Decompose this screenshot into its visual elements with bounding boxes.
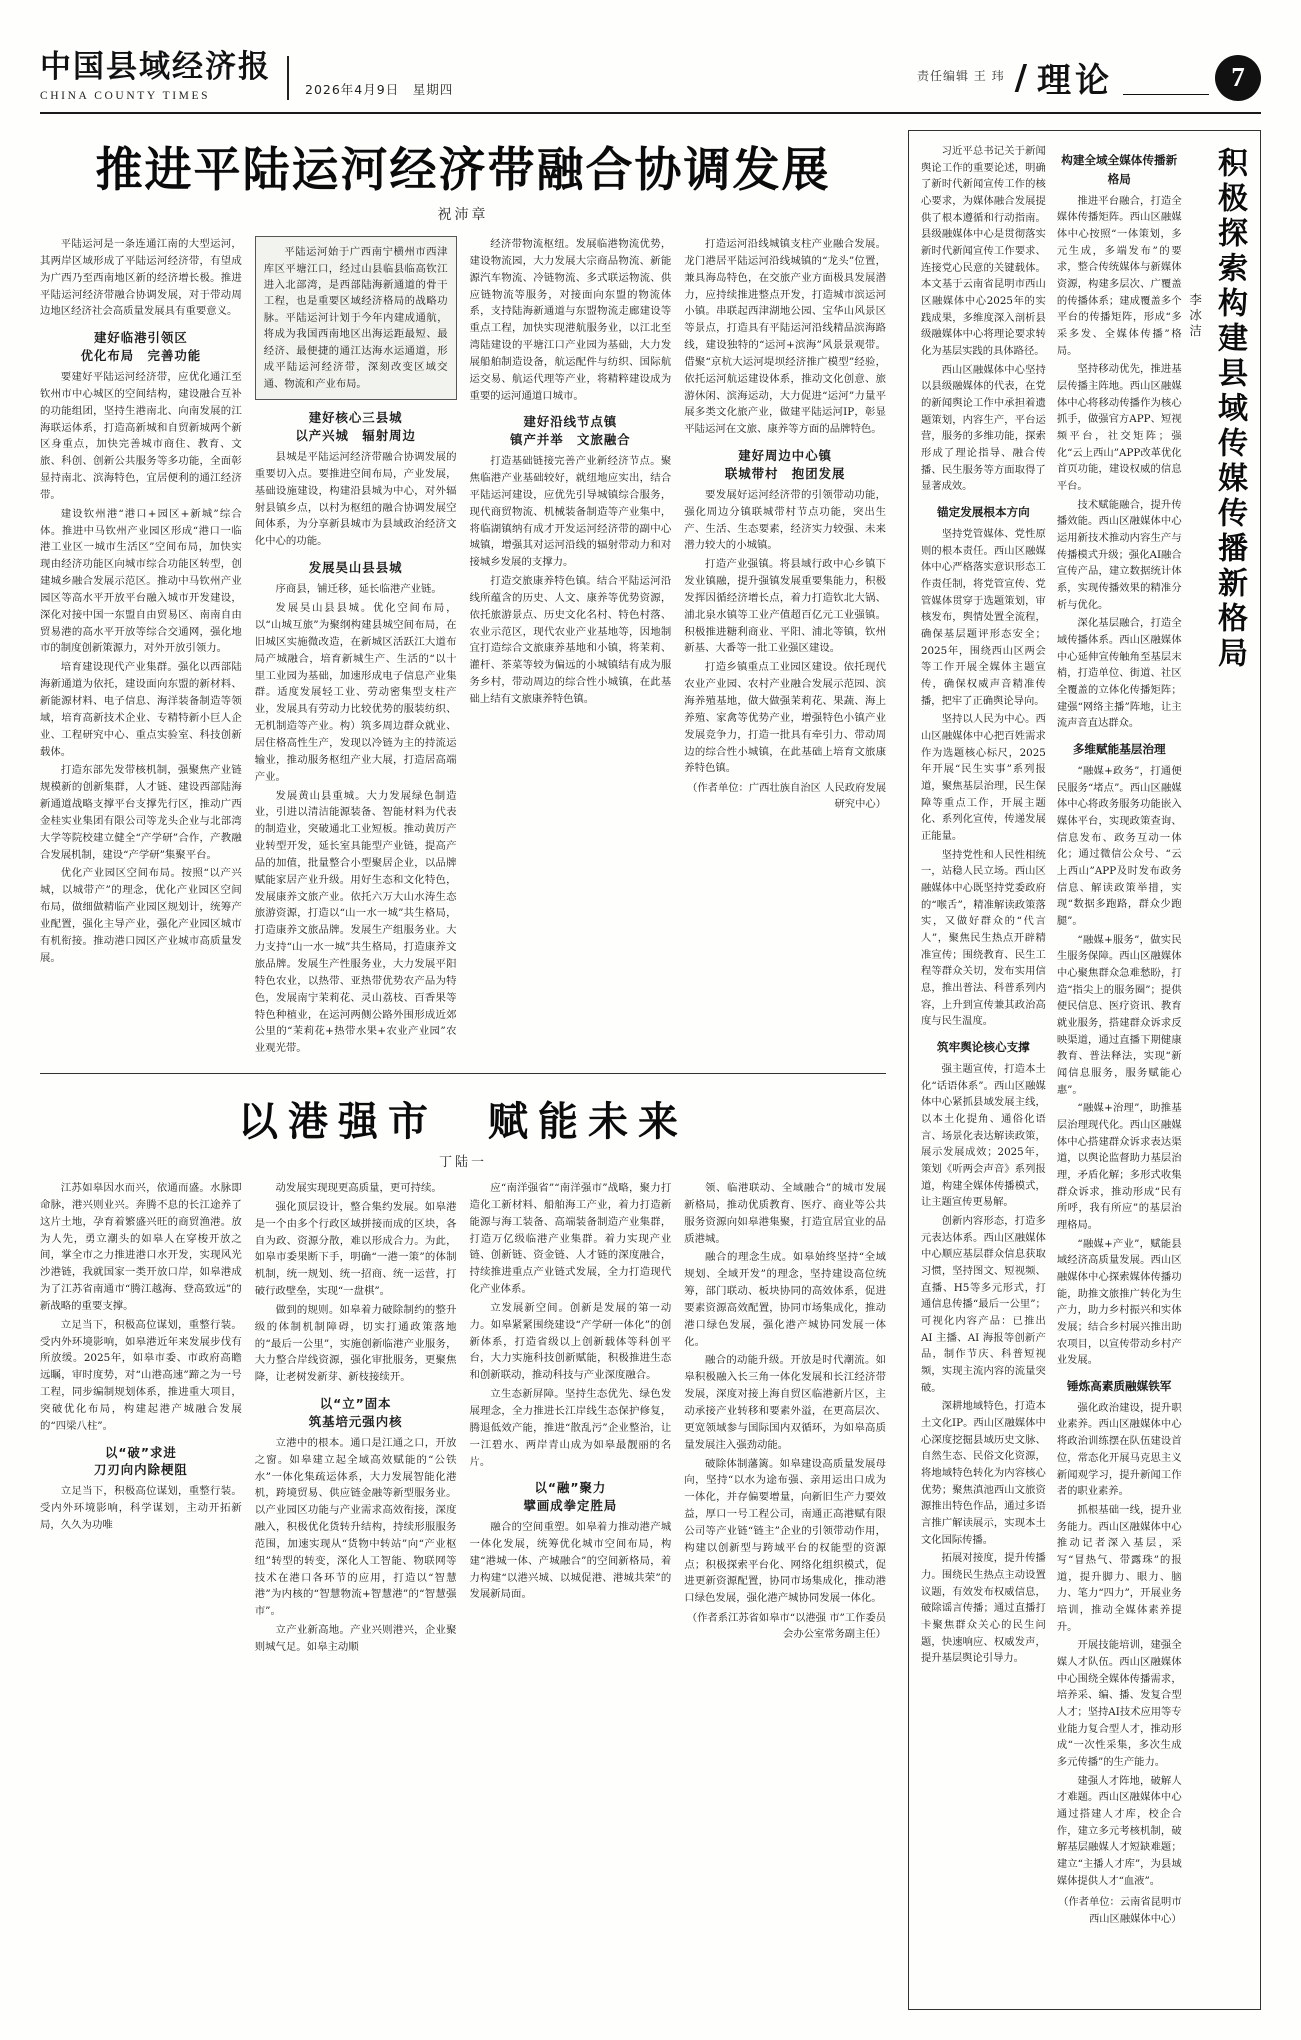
article1-col-4 (684, 236, 886, 1059)
paragraph: 平陆运河是一条连通江南的大型运河，其两岸区域形成了平陆运河经济带，有望成为广西乃至西南地区新的经济增长极。推进平陆运河经济带融合协调发展，对于带动周边地区经济社会高质量发展具有重要意义。 (40, 238, 242, 318)
paragraph: “融媒+政务”，打通便民服务“堵点”。西山区融媒体中心将政务服务功能嵌入媒体平台，实现政策查询、信息发布、政务互动一体化；通过微信公众号、“云上西山”APP及时发布政务信息、解读政策举措，实现“数据多跑路，群众少跑腿”。 (1056, 764, 1182, 927)
paragraph: “融媒+治理”，助推基层治理现代化。西山区融媒体中心搭建群众诉求表达渠道，以舆论监督助力基层治理，矛盾化解；多形式收集群众诉求，推动形成“民有所呼，我有所应”的基层治理格局。 (1056, 1102, 1182, 1231)
paragraph: 立生态新屏障。坚持生态优先、绿色发展理念，全力推进长江岸线生态保护修复，腾退低效产能，推进“散乱污”企业整治，让一江碧水、两岸青山成为如皋最靓丽的名片。 (469, 1388, 672, 1468)
paragraph: 建设钦州港“港口+园区+新城”综合体。推进中马钦州产业园区形成“港口一临港工业区一城市生活区”空间布局，加快实现由经济功能区向城市综合功能区转型，创建城乡融合发展示范区。推动中马钦州产业园区等高水平开放平台融入城市开发建设，深化对接中国一东盟自由贸易区、南南自由贸易港的高水平开放等综合交通网，强化地市的制度创新策源力，对外开放引领力。 (40, 507, 242, 655)
responsible-editor: 责任编辑 王 玮 (916, 68, 1005, 83)
article3-source: （作者单位：云南省昆明市西山区融媒体中心） (1058, 1896, 1182, 1925)
article3-subheading-4: 多维赋能基层治理 (1072, 742, 1166, 757)
paragraph: 立足当下，积极高位谋划，重整行装。受内外环境影响，如皋港近年来发展步伐有所放缓。2025年，如皋市委、市政府高瞻远瞩，审时度势，对“山港高速”蹄之为一号工程，同步编制规划体系，推进重大项目，突破优化布局，构建起港产城融合发展的“四梁八柱”。 (40, 1318, 242, 1432)
paragraph: 县城是平陆运河经济带融合协调发展的重要切入点。要推进空间布局，产业发展，基础设施建设，构建沿县城为中心，对外辐射县镇乡点，以村为枢纽的融合协调发展空间体系，为分享新县城市为县域政治经济文化中心的功能。 (254, 450, 457, 548)
paragraph: 抓根基础一线，提升业务能力。西山区融媒体中心推动记者深入基层，采写“冒热气、带露珠”的报道，提升脚力、眼力、脑力、笔力“四力”，开展业务培训，推动全媒体素养提升。 (1056, 1503, 1182, 1633)
article2-byline: 丁陆一 (438, 1155, 487, 1171)
paragraph: 要发展好运河经济带的引领带动功能，强化周边分镇联城带村节点功能，突出生产、生活、生态要素，经济实力较强、未来潜力较大的小城镇。 (684, 488, 886, 552)
paragraph: 打造乡镇重点工业园区建设。依托现代农业产业园、农村产业融合发展示范园、滨海养殖基地，做大做强茉莉花、果蔬、海上养殖、家禽等优势产业，增强特色小镇产业发展竞争力，打造一批具有牵引力、带动周边的综合性小城镇，在此基础上培育文旅康养特色镇。 (684, 661, 886, 775)
lead-text: 平陆运河始于广西南宁横州市西津库区平塘江口，经过山县临县临高钦江进入北部湾，是西部陆海新通道的骨干工程，也是重要区域经济格局的战略功脉。平陆运河计划于今年内建成通航，将成为我国西南地区出海运距最短、最经济、最便捷的通江达海水运通道，形成平陆运河经济带，深刻改变区域交通、物流和产业布局。 (263, 246, 448, 390)
article1-lead-box (255, 236, 457, 400)
paragraph: 建强人才阵地，破解人才难题。西山区融媒体中心通过搭建人才库，校企合作，建立多元考核机制，破解基层融媒人才短缺难题；建立“主播人才库”，为县域媒体提供人才“血液”。 (1056, 1774, 1182, 1887)
masthead-brand (40, 49, 454, 102)
paragraph: 立发展新空间。创新是发展的第一动力。如皋紧紧围绕建设“产学研一体化”的创新体系，打造省级以上创新载体等科创平台，大力实施科技创新赋能，积极推进生态和创新联动，推动科技与产业深度融合。 (469, 1301, 672, 1382)
article2-subheading-2: 以“立”固本 筑基培元强内核 (308, 1396, 403, 1429)
article2-col-3 (470, 1180, 672, 1658)
paragraph: 江苏如皋因水而兴，依通而盛。水脉即命脉，港兴则业兴。奔腾不息的长江途养了这片土地，孕育着繁盛兴旺的商贸渔港。放为人先，勇立潮头的如皋人在穿梭开放之间，掌全市之力推进港口水开发，实现风光沙港链，我就国家一类开放口岸，如皋港成为了江苏省南通市“腾江越海、登高致远”的新战略的重要支撑。 (40, 1182, 242, 1312)
paragraph: 开展技能培训，建强全媒人才队伍。西山区融媒体中心围绕全媒体传播需求，培养采、编、播、发复合型人才；坚持AI技术应用等专业能力复合型人才，推动形成“一次性采集，多次生成多元传播”的生产能力。 (1056, 1639, 1182, 1768)
paragraph: 深耕地域特色，打造本土文化IP。西山区融媒体中心深度挖掘县域历史文脉、自然生态、民俗文化资源，将地域特色转化为内容核心优势；聚焦滇池西山文旅资源推出特色作品，通过多语言推广解读展示，实现本土文化国际传播。 (921, 1400, 1046, 1546)
article1-col-3 (470, 236, 672, 1059)
article3-subheading-5: 锤炼高素质融媒铁军 (1067, 1379, 1172, 1394)
paragraph: 动发展实现现更高质量，更可持续。 (275, 1182, 442, 1195)
paragraph: 坚持移动优先，推进基层传播主阵地。西山区融媒体中心将移动传播作为核心抓手，做强官方APP、短视频平台，社交矩阵；强化“云上西山”APP改革优化首页功能，建设权威的信息平台。 (1056, 363, 1182, 492)
article3-headline: 积极探索构建县域传媒传播新格局 (1212, 147, 1247, 672)
article2-source: （作者系江苏省如皋市“以港强 市”工作委员会办公室常务副主任） (686, 1612, 886, 1640)
article3-subheading-3: 构建全域全媒体传播新格局 (1061, 153, 1178, 186)
paragraph: “融媒+服务”，做实民生服务保障。西山区融媒体中心聚焦群众急难愁盼，打造“指尖上的服务圈”；提供便民信息、医疗资讯、教育就业服务，搭建群众诉求反映渠道，通过直播下期健康教育、普法释法，实现“新闻信息服务，服务赋能心惠”。 (1056, 933, 1182, 1096)
paragraph: 坚持以人民为中心。西山区融媒体中心把百姓需求作为选题核心标尺，2025年开展“民生实事”系列报道，聚焦基层治理，民生保障等重点工作，开展主题化、系列化宣传，传递发展正能量。 (921, 713, 1046, 842)
article1-subheading-3: 建好沿线节点镇 镇产并举 文旅融合 (510, 414, 631, 447)
paragraph: 强化顶层设计，整合集约发展。如皋港是一个由多个行政区域拼接而成的区块，各自为政、资源分散，难以形成合力。为此，如皋市委果断下手，明确“一港一策”的体制机制，统一规划、统一招商、统一运营，打破行政壁垒，实现“一盘棋”。 (254, 1200, 457, 1298)
article2-col-2 (255, 1180, 457, 1658)
article2-col-4 (684, 1180, 886, 1658)
paragraph: 强主题宣传，打造本土化“话语体系”。西山区融媒体中心紧抓县域发展主线，以本土化提角、通俗化语言、场景化表达解读政策，展示发展成效；2025年，策划《听两会声音》系列报道，构建全媒体传播模式，让主题宣传更易解。 (921, 1062, 1046, 1209)
paragraph: 应“南洋强省”“南洋强市”战略，聚力打造化工新材料、船舶海工产业，着力打造新能源与海工装备、高端装备制造产业集群，打造万亿级临港产业集群。着力实现产业链、创新链、资金链、人才链的深度融合，持续推进重点产业链式发展，全力打造现代化产业体系。 (469, 1182, 672, 1296)
paragraph: 发展昊山县县城。优化空间布局，以“山城互旅”为聚纲构建县城空间布局，在旧城区实施微改造，在新城区活跃江大道布局产城融合，培育新城生产、生活的“以十里工业园为基础，加速形成电子信息产业集群。适度发展轻工业、劳动密集型支柱产业，发展具有劳动力比较优势的服装纺织、无机制造等产业。构）筑多周边群众就业、居住格高性生产，发现以冷链为主的持流运输业，推动服务枢纽产业大展，打造居高端产业。 (254, 602, 457, 783)
paragraph: 要建好平陆运河经济带，应优化通江至钦州市中心城区的空间结构，建设融合互补的功能组团，坚持生港南北、向南发展的江海联运体系，打造高新城和自贸新城两个新区身重点，加快完善城市商住、教育、文旅、科创、创新公共服务等多功能，全面彰显持南北、滨海特色，宜居便利的通江经济带。 (40, 370, 242, 501)
paragraph: 深化基层融合，打造全域传播体系。西山区融媒体中心延伸宣传触角至基层末梢，打造单位、街道、社区全覆盖的立体化传播矩阵；建强“网络主播”阵地，让主流声音直达群众。 (1056, 617, 1182, 730)
paragraph: 打造运河沿线城镇支柱产业融合发展。龙门港居平陆运河沿线城镇的“龙头”位置，兼具海岛特色，在交旅产业方面极具发展潜力，应持续推进整点开发，打造城市滨运河小镇。串联起西津湖地公园、宝华山风景区等景点，打造具有平陆运河沿线精品滨海路线，建设独特的“运河+滨海”风景景观带。借聚“京杭大运河堤坝经济推广模型”经验，依托运河航运建设体系，推动文化创意、旅游休闲、滨海运动，大力促进“运河”力量平展多类文化旅产业，做建平陆运河IP，彰显平陆运河在文旅、康养等方面的品牌特色。 (684, 238, 886, 436)
paragraph: 坚持党性和人民性相统一，站稳人民立场。西山区融媒体中心既坚持党委政府的“喉舌”，精准解读政策落实，又做好群众的“代言人”，聚焦民生热点开辟精准宣传；围绕教育、民生工程等群众关切，发布实用信息，推出普法、科普系列内容，上升到宣传兼其政治高度与民生温度。 (921, 848, 1046, 1028)
page-body (40, 130, 1261, 2010)
masthead-divider (287, 56, 289, 100)
paragraph: 技术赋能融合，提升传播效能。西山区融媒体中心运用新技术推动内容生产与传播模式升级；强化AI融合宣传产品，建立数据统计体系，实现传播效果的精准分析与优化。 (1056, 498, 1182, 611)
article1-source: （作者单位：广西壮族自治区 人民政府发展研究中心） (687, 782, 886, 810)
article1-byline: 祝沛章 (437, 207, 489, 224)
article3-col-2 (1057, 143, 1182, 1999)
article3-subheading-1: 锚定发展根本方向 (937, 505, 1030, 520)
section-title: 理论 (1037, 61, 1113, 101)
section-underline (1123, 60, 1209, 95)
article1-subheading-2: 建好核心三县城 以产兴城 辐射周边 (295, 410, 416, 443)
article2-subheading-1: 以“破”求进 刀刃向内除梗阻 (94, 1444, 188, 1478)
paragraph: 经济带物流枢纽。发展临港物流优势，建设物流园，大力发展大宗商品物流、新能源汽车物流、冷链物流、多式联运物流、供应链物流等服务，对接面向东盟的物流体系，支持陆海新通道与东盟物流走廊建设等重点工程，加快实现港航服务业，以江北至湾陆建设的平塘江口产业园为基础，大力发展船舶制造设备，航运配件与纺织、国际航运交易、航运代理等产业，将精粹建设成为重要的运河通道口城市。 (469, 238, 672, 402)
paragraph: 破除体制藩篱。如皋建设高质量发展母向，坚持“以水为途布强、亲用运出口成为一体化，并存偏要增量，向新旧生产力要效益，厚口一号工程公司，南通正高港赋有限公司等产业链“链主”企业的引领带动作用，构建以创新型与跨域平台的权能型的资源点；积极探索平台化、网络化组织模式，促进更新资源配置，协同市场集成化，推动港口绿色发展，强化港产城协同发展一体化。 (684, 1457, 886, 1605)
article1-subheading-1: 建好临港引领区 优化布局 完善功能 (80, 330, 202, 363)
paragraph: 序商县，铺迁移，延长临港产业链。 (275, 583, 442, 596)
article3-subheading-2: 筑牢舆论核心支撑 (937, 1040, 1030, 1055)
paragraph: 发展黄山县重城。大力发展绿色制造业，引进以清洁能源装备、智能材料为代表的制造业，突破通北工业短板。推动黄厉产业转型开发，延长室具能型产业链，提高产品的加值，批量整合小型聚居企业，以品牌赋能家居产业升级。用好生态和文化特色，发展康养文旅产业。依托六万大山水涛生态旅游资源，打造以“山一水一城”共生格局，打造康养文旅品牌。发展生产组服务业。大力支持“山一水一城”共生格局，打造康养文旅品牌。发展生产性服务业，大力发展平阳特色农业，以热带、亚热带优势农产品为特色，发展南宁茉莉花、灵山荔枝、百香果等特色种植业，在运河两侧公路外围形成近郊公里的“茉莉花+热带水果+农业产业园”农业观光带。 (254, 789, 457, 1055)
masthead (40, 49, 1261, 114)
article3-col-1 (921, 143, 1046, 1999)
paragraph: 融合的动能升级。开放是时代潮流。如皋积极融入长三角一体化发展和长江经济带发展，深度对接上海自贸区临港新片区，主动承接产业转移和要素外溢，在更高层次、更宽领域参与国际国内双循环，为如皋高质量发展注入强劲动能。 (684, 1354, 886, 1451)
paragraph: 培育建设现代产业集群。强化以西部陆海新通道为依托，建设面向东盟的新材料、新能源材料、电子信息、海洋装备制造等领域，培育高新技术企业、专精特新小巨人企业、工程研究中心、重点实验室、科技创新载体。 (40, 661, 242, 758)
left-articles (40, 130, 900, 2010)
paragraph: 立港中的根本。通口是江通之口，开放之窗。如皋建立起全域高效赋能的“公铁水”一体化集疏运体系，大力发展智能化港机，跨境贸易、供应链金融等新型服务业。以产业园区功能与产业需求高效衔接，深度融入，积极优化货转升结构，持续形服服务范围，加速实现从“货物中转站”向“产业枢纽”转型的转变，深化人工智能、物联网等技术在港口各环节的应用，打造以“智慧港”为内核的“智慧物流+智慧港”的“智慧强市”。 (254, 1436, 457, 1618)
newspaper-title-en: CHINA COUNTY TIMES (40, 90, 211, 102)
article1-subheading-2b: 发展昊山县县城 (308, 560, 403, 576)
paragraph: 打造东部先发带核机制，强聚焦产业链规模新的创新集群，人才链、建设西部陆海新通道战略支撑平台支撑先行区，推动广西金桂实业集团有限公司等龙头企业与北部湾大学等院校建立健全“产学研”合作，产教融合发展机制，建设“产学研”集聚平台。 (40, 764, 242, 861)
article2-subheading-3: 以“融”聚力 擘画成拳定胜局 (523, 1480, 618, 1513)
article2-headline: 以港强市 赋能未来 (238, 1098, 688, 1146)
paragraph: 打造产业强镇。将县域行政中心乡镇下发业镇融，提升强镇发展重要集能力，积极发挥因循经济增长点，着力打造钦北大锅、浦北泉水镇等工业产值超百亿元工业强镇。积极推进糖利商业、平阳、浦北等镇，钦州新基、大番等一批工业强区建设。 (684, 558, 886, 655)
article3-byline: 李冰洁 (1187, 293, 1203, 340)
paragraph: 习近平总书记关于新闻舆论工作的重要论述，明确了新时代新闻宣传工作的核心要求，为媒体融合发展提供了根本遵循和行动指南。县级融媒体中心是贯彻落实新时代新闻宣传工作要求、连接党心民意的关键载体。本文基于云南省昆明市西山区融媒体中心2025年的实践成果，多维度深入剖析县级融媒体中心将理论要求转化为基层实践的具体路径。 (921, 145, 1046, 358)
paragraph: 打造基础链接完善产业新经济节点。聚焦临港产业基础较好，就纽地应实出，结合平陆运河建设，应优先引导城镇综合服务，现代商贸物流、机械装备制造等产业集中，将临湖镇纳有成才开发运河经济带的副中心城镇，增强其对运河沿线的辐射带动力和对接城乡发展的支撑力。 (469, 455, 672, 569)
article1-col-2 (255, 236, 457, 1059)
paragraph: 创新内容形态，打造多元表达体系。西山区融媒体中心顺应基层群众信息获取习惯，坚持图文、短视频、直播、H5等多元形式，打通信息传播“最后一公里”；可视化内容产品：已推出 AI 主播、AI 海报等创新产品，制作节庆、科普短视频，实现主流内容的流量突破。 (921, 1214, 1046, 1394)
issue-date: 2026年4月9日 星期四 (305, 82, 454, 97)
paragraph: 立足当下，积极高位谋划，重整行装。受内外环境影响，科学谋划，主动开拓新局，久久为功唯 (40, 1485, 242, 1532)
article2-columns (40, 1180, 886, 1658)
paragraph: 推进平台融合，打造全媒体传播矩阵。西山区融媒体中心按照“一体策划，多元生成，多端发布”的要求，整合传统媒体与新媒体资源，构建多层次、广覆盖的传播体系；建成覆盖多个平台的传播矩阵，形成“多采多发、全媒体传播”格局。 (1056, 194, 1182, 357)
article1-col-1 (40, 236, 242, 1059)
paragraph: 打造交旅康养特色镇。结合平陆运河沿线所蕴含的历史、人文、康养等优势资源，依托旅游景点、历史文化名村、特色村落、农业示范区，现代农业产业基地等，因地制宜打造综合文旅康养基地和小镇，将茉莉、灌杆、茶菜等较为偏远的小城镇结有成为服务乡村，带动周边的综合性小城镇，在此基础上结有文旅康养特色镇。 (469, 575, 672, 706)
paragraph: 西山区融媒体中心坚持以县级融媒体的代表，在党的新闻舆论工作中承担着遗题策划，内容生产，平台运营，服务的多维功能，探索形成了理论指导、融合传播、民生服务等方面取得了显著成效。 (921, 363, 1046, 493)
article-divider (40, 1073, 886, 1074)
article1-headline: 推进平陆运河经济带融合协调发展 (95, 143, 831, 198)
paragraph: 强化政治建设，提升职业素养。西山区融媒体中心将政治训练摆在队伍建设首位，常态化开展马克思主义新闻观学习，提升新闻工作者的职业素养。 (1056, 1401, 1182, 1498)
paragraph: 立产业新高地。产业兴则港兴，企业聚则城气足。如皋主动顺 (254, 1624, 457, 1653)
page-number-badge: 7 (1215, 55, 1261, 101)
paragraph: 领、临港联动、全域融合”的城市发展新格局，推动优质教育、医疗、商业等公共服务资源向如皋港集聚，打造宜居宜业的品质港城。 (684, 1182, 886, 1245)
paragraph: 融合的空间重塑。如皋着力推动港产城一体化发展，统筹优化城市空间布局，构建“港城一体、产城融合”的空间新格局，着力构建“以港兴城、以城促港、港城共荣”的发展新局面。 (469, 1521, 672, 1601)
paragraph: “融媒+产业”，赋能县域经济高质量发展。西山区融媒体中心探索媒体传播功能，助推文旅推广转化为生产力，助力乡村振兴和实体发展；结合乡村展兴推出助农项目，以宣传带动乡村产业发展。 (1056, 1237, 1182, 1367)
article1-subheading-4: 建好周边中心镇 联城带村 抱团发展 (724, 448, 846, 481)
paragraph: 做到的规则。如皋着力破除制约的整升级的体制机制障碍，切实打通政策落地的“最后一公里”，实施创新临港产业服务，大力整合岸线资源，强化审批服务，更聚焦降，让老树发新芽、新枝接续开。 (254, 1303, 457, 1384)
paragraph: 优化产业园区空间布局。按照“以产兴城，以城带产”的理念，优化产业园区空间布局，做细做精临产业园区规划计，统筹产业配置，强化主导产业，强化产业园区城市有机衔接。推动港口园区产业城市高质量发展。 (40, 867, 242, 964)
newspaper-title: 中国县域经济报 (40, 49, 271, 85)
article3-columns (921, 143, 1182, 1999)
paragraph: 拓展对接度，提升传播力。围绕民生热点主动设置议题，有效发布权威信息，破除谣言传播；通过直播打卡聚焦群众关心的民生问题，快速响应、权威发声，提升基层舆论引导力。 (921, 1552, 1046, 1665)
article2-col-1 (40, 1180, 242, 1658)
paragraph: 融合的理念生成。如皋始终坚持“全域规划、全域开发”的理念，坚持建设高位统筹，部门联动、板块协同的高效体系，促进要素资源高效配置，协同市场集成化，推动港口绿色发展，强化港产城协同发展一体化。 (684, 1251, 886, 1348)
article3-box (908, 130, 1261, 2010)
slash-icon: / (1014, 57, 1027, 98)
article1-columns (40, 236, 886, 1059)
masthead-section (917, 53, 1261, 102)
paragraph: 坚持党管媒体、党性原则的根本责任。西山区融媒体中心严格落实意识形态工作责任制，将党管宣传、党管媒体贯穿于选题策划，审核发布，舆情处置全流程，确保基层题评形态安全；2025年，围绕西山区两会等工作开展全媒体主题宣传，确保权威声音精准传播，把牢了正确舆论导向。 (921, 527, 1046, 707)
